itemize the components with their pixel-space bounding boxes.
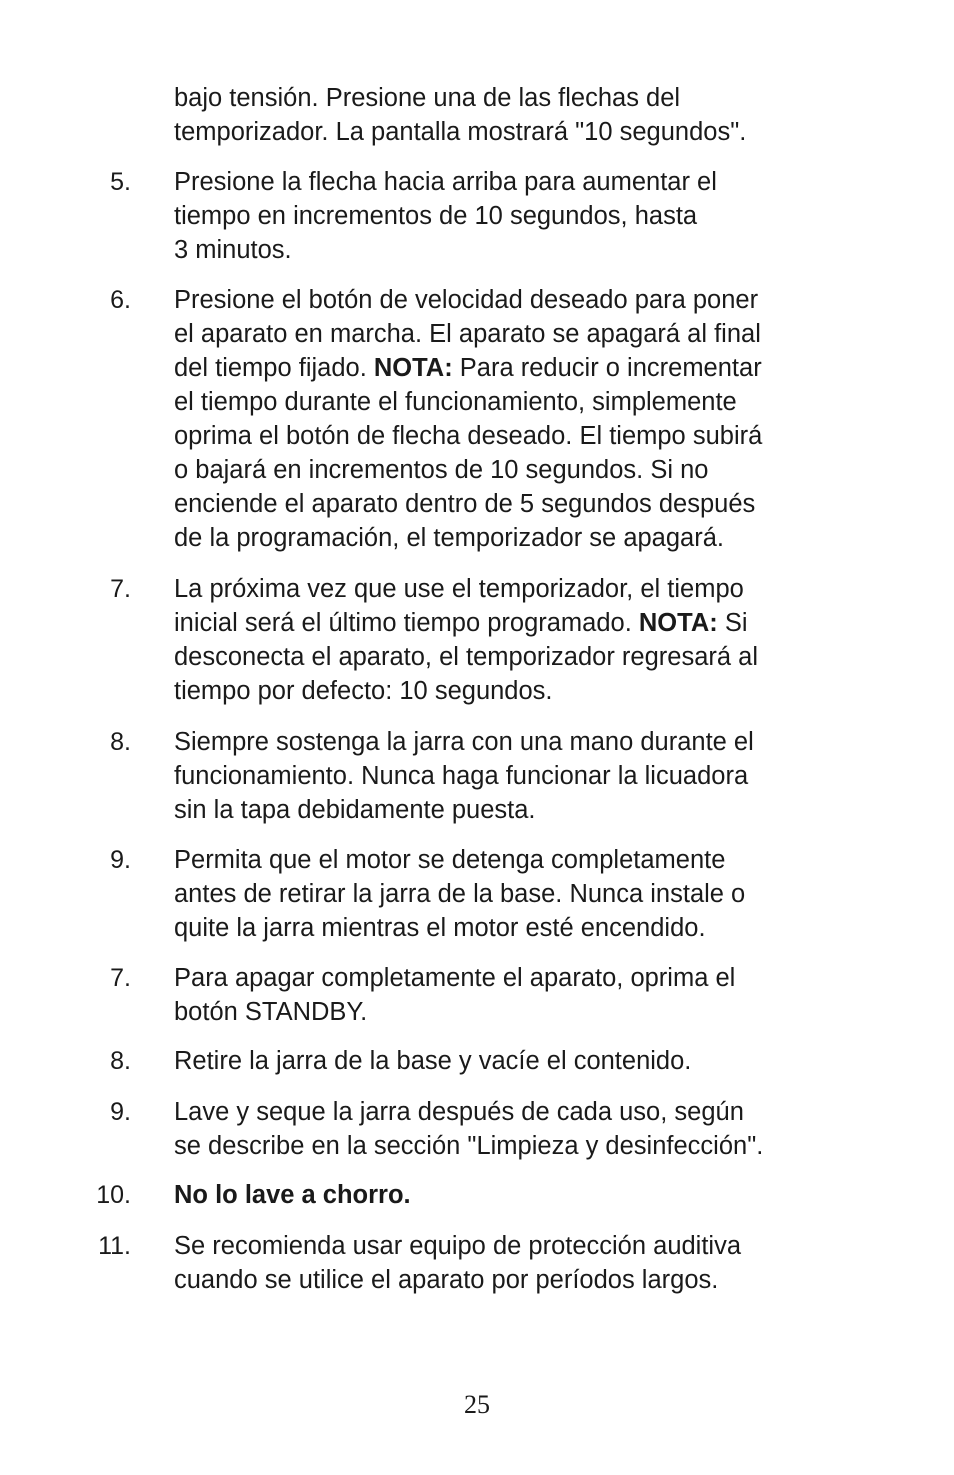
text-line: No lo lave a chorro. <box>174 1181 411 1209</box>
page-number: 25 <box>464 1390 490 1419</box>
list-item-number: 6. <box>110 286 131 314</box>
list-item-text <box>174 165 854 267</box>
text-line: oprima el botón de flecha deseado. El tiempo subirá <box>174 422 763 450</box>
list-item-number: 10. <box>96 1181 131 1209</box>
text-line: Presione la flecha hacia arriba para aumentar el <box>174 168 717 196</box>
text-segment: del tiempo fijado. <box>174 354 374 382</box>
text-line: sin la tapa debidamente puesta. <box>174 796 536 824</box>
text-line: o bajará en incrementos de 10 segundos. Si no <box>174 456 709 484</box>
text-segment: Para reducir o incrementar <box>452 354 762 382</box>
continuation-text <box>174 81 854 149</box>
text-line: el tiempo durante el funcionamiento, simplemente <box>174 388 737 416</box>
text-line: antes de retirar la jarra de la base. Nunca instale o <box>174 880 746 908</box>
list-item-text <box>174 572 854 708</box>
list-item-number: 9. <box>110 846 131 874</box>
list-item-number: 8. <box>110 1047 131 1075</box>
text-line: el aparato en marcha. El aparato se apagará al final <box>174 320 761 348</box>
list-item-number: 9. <box>110 1098 131 1126</box>
list-item-text <box>174 1229 854 1297</box>
text-segment: inicial será el último tiempo programado. <box>174 609 639 637</box>
text-line: desconecta el aparato, el temporizador regresará al <box>174 643 758 671</box>
text-line <box>174 606 854 640</box>
text-line: botón STANDBY. <box>174 998 368 1026</box>
text-line: Lave y seque la jarra después de cada uso, según <box>174 1098 744 1126</box>
list-item-text <box>174 1095 854 1163</box>
text-line: se describe en la sección "Limpieza y desinfección". <box>174 1132 764 1160</box>
list-item-text <box>174 1044 854 1078</box>
text-line: enciende el aparato dentro de 5 segundos después <box>174 490 756 518</box>
text-line: Retire la jarra de la base y vacíe el contenido. <box>174 1047 692 1075</box>
text-line: quite la jarra mientras el motor esté encendido. <box>174 914 706 942</box>
list-item-number: 7. <box>110 575 131 603</box>
list-item-text <box>174 1178 854 1212</box>
text-line: cuando se utilice el aparato por períodos largos. <box>174 1266 719 1294</box>
text-line <box>174 351 854 385</box>
text-line: Para apagar completamente el aparato, oprima el <box>174 964 736 992</box>
list-item-number: 5. <box>110 168 131 196</box>
list-item-number: 7. <box>110 964 131 992</box>
text-line: funcionamiento. Nunca haga funcionar la licuadora <box>174 762 749 790</box>
list-item-text <box>174 961 854 1029</box>
list-item-number: 11. <box>98 1232 131 1260</box>
text-line: bajo tensión. Presione una de las flechas del <box>174 84 681 112</box>
text-line: Permita que el motor se detenga completamente <box>174 846 726 874</box>
list-item-number: 8. <box>110 728 131 756</box>
text-line: 3 minutos. <box>174 236 292 264</box>
text-segment: Si <box>717 609 748 637</box>
note-label: NOTA: <box>373 354 453 382</box>
note-label: NOTA: <box>638 609 718 637</box>
text-line: tiempo en incrementos de 10 segundos, hasta <box>174 202 698 230</box>
list-item-text <box>174 725 854 827</box>
text-line: Siempre sostenga la jarra con una mano durante el <box>174 728 754 756</box>
text-line: de la programación, el temporizador se apagará. <box>174 524 724 552</box>
text-line: Se recomienda usar equipo de protección auditiva <box>174 1232 742 1260</box>
text-line: temporizador. La pantalla mostrará "10 segundos". <box>174 118 747 146</box>
list-item-text <box>174 843 854 945</box>
list-item-text <box>174 283 854 555</box>
text-line: tiempo por defecto: 10 segundos. <box>174 677 553 705</box>
text-line: La próxima vez que use el temporizador, el tiempo <box>174 575 744 603</box>
text-line: Presione el botón de velocidad deseado para poner <box>174 286 759 314</box>
